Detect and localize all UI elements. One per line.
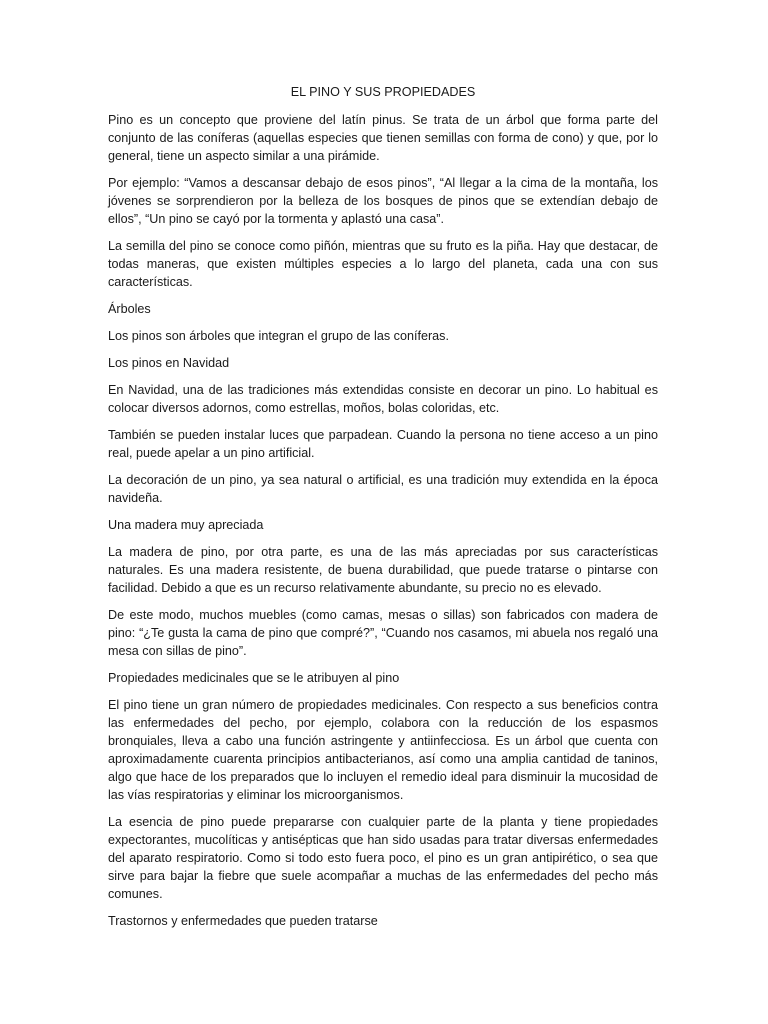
body-paragraph: Los pinos son árboles que integran el grupo de las coníferas. — [108, 329, 449, 343]
body-paragraph: La esencia de pino puede prepararse con cualquier parte de la planta y tiene propiedades expectorantes, mucolíticas y antisépticas que han sido usadas para tratar diversas enfermedades del aparato respiratorio. Como si todo esto fuera poco, el pino es un gran antipirético, o sea que sirve para bajar la fiebre que suele acompañar a muchas de las enfermedades del pecho más comunes. — [108, 815, 658, 901]
page-title: EL PINO Y SUS PROPIEDADES — [290, 85, 476, 99]
body-paragraph: El pino tiene un gran número de propiedades medicinales. Con respecto a sus beneficios contra las enfermedades del pecho, por ejemplo, colabora con la reducción de los espasmos bronquiales, lleva a cabo una función astringente y antiinfecciosa. Es un árbol que cuenta con aproximadamente cuarenta principios antibacterianos, así como una amplia cantidad de taninos, algo que hace de los preparados que lo incluyen el remedio ideal para disminuir la mucosidad de las vías respiratorias y eliminar los microorganismos. — [108, 698, 658, 802]
section-heading: Trastornos y enfermedades que pueden tratarse — [108, 914, 378, 928]
body-paragraph: Pino es un concepto que proviene del latín pinus. Se trata de un árbol que forma parte del conjunto de las coníferas (aquellas especies que tienen semillas con forma de cono) y que, por lo general, tiene un aspecto similar a una pirámide. — [108, 113, 658, 163]
body-paragraph: También se pueden instalar luces que parpadean. Cuando la persona no tiene acceso a un pino real, puede apelar a un pino artificial. — [108, 428, 658, 460]
body-paragraph: La decoración de un pino, ya sea natural o artificial, es una tradición muy extendida en la época navideña. — [108, 473, 658, 505]
body-paragraph: En Navidad, una de las tradiciones más extendidas consiste en decorar un pino. Lo habitual es colocar diversos adornos, como estrellas, moños, bolas coloridas, etc. — [108, 383, 658, 415]
document-body — [108, 111, 658, 939]
section-heading: Propiedades medicinales que se le atribuyen al pino — [108, 671, 400, 685]
body-paragraph: De este modo, muchos muebles (como camas, mesas o sillas) son fabricados con madera de pino: “¿Te gusta la cama de pino que compré?”, “Cuando nos casamos, mi abuela nos regaló una mesa con sillas de pino”. — [108, 608, 658, 658]
body-paragraph: Por ejemplo: “Vamos a descansar debajo de esos pinos”, “Al llegar a la cima de la montaña, los jóvenes se sorprendieron por la belleza de los bosques de pinos que se extendían debajo de ellos”, “Un pino se cayó por la tormenta y aplastó una casa”. — [108, 176, 658, 226]
body-paragraph: La semilla del pino se conoce como piñón, mientras que su fruto es la piña. Hay que destacar, de todas maneras, que existen múltiples especies a lo largo del planeta, cada una con sus características. — [108, 239, 658, 289]
section-heading: Los pinos en Navidad — [108, 356, 230, 370]
section-heading: Árboles — [108, 302, 151, 316]
section-heading: Una madera muy apreciada — [108, 518, 264, 532]
body-paragraph: La madera de pino, por otra parte, es una de las más apreciadas por sus características naturales. Es una madera resistente, de buena durabilidad, que puede tratarse o pintarse con facilidad. Debido a que es un recurso relativamente abundante, su precio no es elevado. — [108, 545, 658, 595]
